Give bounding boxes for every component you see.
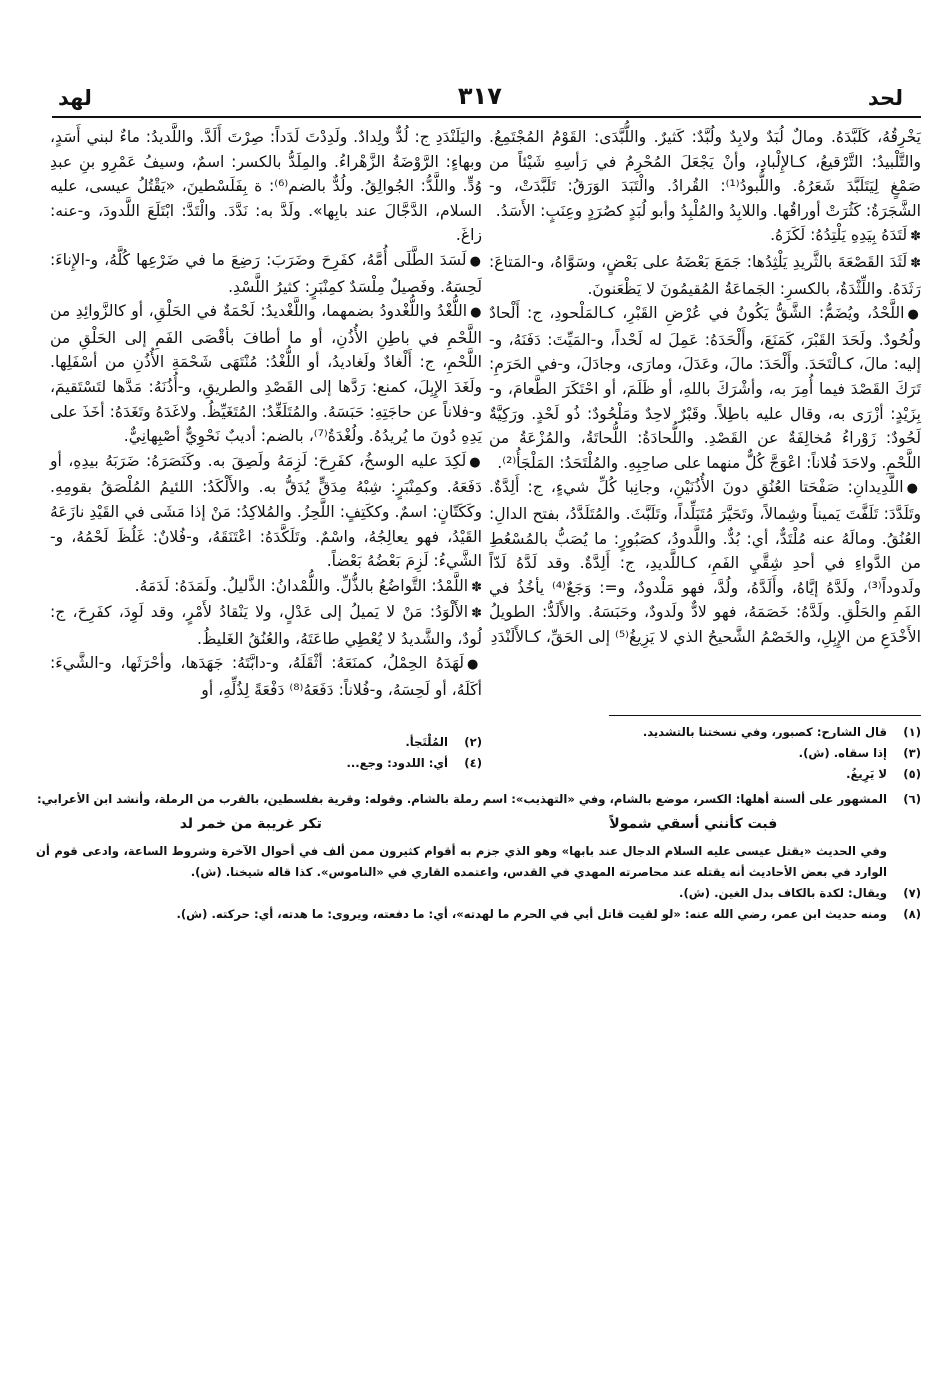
page-header: [36, 70, 921, 110]
footnote-text: المشهور على ألسنة أهلها: الكسر، موضع بالشام، وفي «التهذيب»: اسم رملة بالشام. وقوله: وقرية بفلسطين، بالقرب من الرملة، وأنشد ابن الأعرابي:: [37, 791, 887, 806]
asterisk-icon: ✽: [910, 229, 921, 245]
footnotes-left: [50, 722, 482, 785]
entry-text: لَثَدَ القَصْعَةَ بالثَّريدِ يَلْثِدُها: جَمَعَ بَعْضَهُ على بَعْضٍ، وسَوَّاهُ، و-المَتاعَ: رَثَدَهُ. واللِّثْدَةُ، بالكسرِ: الجَماعَةُ المُقيمُونَ لا يَظْعَنونَ.: [489, 252, 921, 298]
left-column: [50, 125, 482, 703]
footnote-1: [489, 722, 921, 743]
footnote-5: [489, 764, 921, 785]
poem-first-hemistich: فبت كأنني أسقي شمولاً: [609, 815, 778, 832]
bullet-icon: ●: [467, 657, 482, 673]
entry-text: يَخْرِقُهُ، كَلَبَّدَهُ. ومالٌ لُبَدٌ ولابِدٌ ولُبَّدٌ: كَثيرٌ. واللُّبَّدَى: القَوْمُ المُجْتَمِعُ. والتَّلْبيدُ: التَّرْقيعُ، كـالإِلْبادِ، وأنْ يَجْعَلَ المُحْرِمُ في رَأسِهِ شَيْئاً من صَمْغٍ لِيَتَلَبَّدَ شَعَرُهُ. واللُّبودُ⁽¹⁾: القُرادُ. والْتَبَدَ الوَرَقُ: تَلَبَّدَتْ، و-الشَّجَرَةُ: كَثُرَتْ أوراقُها. واللابِدُ والمُلْبِدُ وأبو لُبَدٍ كصُرَدٍ وعِنَبٍ: الأَسَدُ.: [489, 128, 921, 220]
dictionary-entry: [489, 223, 921, 250]
footnote-4: [50, 753, 482, 774]
footnote-2: [50, 732, 482, 753]
page-number: ٣١٧: [457, 82, 502, 110]
footnote-number: (٨): [903, 906, 921, 921]
footnote-text: ويقال: لكدة بالكاف بدل الغين. (ش).: [679, 885, 887, 900]
dictionary-entry: [50, 574, 482, 601]
entry-text: الأَلْوَدُ: مَنْ لا يَميلُ إلى عَدْلٍ، ولا يَنْقادُ لأَمْرٍ، وقد لَوِدَ، كفَرِحَ، ج: لُودٌ، والشَّديدُ لا يُعْطِي طاعَتَهُ، والعُنُقُ الغَليظُ.: [50, 603, 482, 648]
footnote-number: (٢): [464, 734, 482, 749]
asterisk-icon: ✽: [910, 255, 921, 271]
footnote-6-hadith: وفي الحديث «يقتل عيسى عليه السلام الدجال عند بابها» وهو الذي جزم به أقوام كثيرون ممن ألف في أحوال الآخرة وشروط الساعة، وادعى قوم أن الوارد في بعض الأحاديث أنه يقتله عند محاصرته المهدي في القدس، واعتمده القاري في «الناموس». كذا قاله شيخنا. (ش).: [36, 843, 887, 879]
running-headword-left: لهد: [58, 86, 92, 110]
dictionary-entry: [50, 125, 482, 248]
dictionary-entry: [50, 600, 482, 651]
footnotes-wide: [36, 789, 921, 925]
footnote-number: (٦): [903, 791, 921, 806]
dictionary-entry: [50, 248, 482, 299]
footnote-text: قال الشارح: كصبور، وفي نسختنا بالتشديد.: [642, 724, 887, 739]
dictionary-entry: [489, 301, 921, 475]
asterisk-icon: ✽: [471, 579, 482, 595]
footnote-columns: [36, 722, 921, 785]
dictionary-entry: [50, 299, 482, 449]
bullet-icon: ●: [469, 454, 483, 470]
footnote-7: [36, 883, 921, 904]
footnote-3: [489, 743, 921, 764]
footnote-text: ومنه حديث ابن عمر، رضي الله عنه: «لو لقيت قاتل أبي في الحرم ما لهدته»، أي: ما دفعته، ويروى: ما هدته، أي: حركته. (ش).: [176, 906, 887, 921]
entry-text: لَكِدَ عليه الوسخُ، كفَرِحَ: لَزِمَهُ ولَصِقَ به. وكَنَصَرَهُ: ضَرَبَهُ بيدِهِ، أو دَفَعَهُ. وكمِنْبَرٍ: شِبْهُ مِدَقٍّ يُدَقُّ به. والأَلْكَدُ: اللئيمُ المُلْصَقُ بقومِهِ. وكَكَتّانٍ: اسمٌ. وككَتِفٍ: اللَّحِزُ. والمُلاكِدُ: مَنْ إذا مَشَى في القَيْدِ نازَعَهُ القَيْدُ، فهو يعالِجُهُ، واسْمٌ. وتَلَكَّدَهُ: اعْتَنَقَهُ، و-فُلانٌ: غَلُظَ لَحْمُهُ، و-الشَّيءُ: لَزِمَ بَعْضُهُ بَعْضاً.: [50, 451, 482, 571]
bullet-icon: ●: [470, 305, 483, 321]
entry-text: اللَّمْدُ: التَّواضُعُ بالذُّلِّ. واللُّمْدانُ: الذَّليلُ. ولَمَدَهُ: لَدَمَهُ.: [134, 576, 469, 595]
footnote-text: أي: اللدود: وجع...: [346, 755, 448, 770]
footnote-number: (٣): [903, 745, 921, 760]
entry-text: لَتَدَهُ بِيَدِهِ يَلْتِدُهُ: لَكَزَهُ.: [770, 226, 908, 245]
footnote-text: لا يَرِيغُ.: [846, 766, 887, 781]
entry-text: لَسَدَ الطَّلَى أُمَّهُ، كفَرِحَ وضَرَبَ: رَضِعَ ما في ضَرْعِها كُلَّهُ، و-الإِناءَ: لَحِسَهُ. وفَصيلٌ مِلْسَدٌ كمِنْبَرٍ: كثيرُ اللَّسْدِ.: [50, 250, 482, 296]
bullet-icon: ●: [907, 307, 921, 323]
text-columns: [36, 125, 921, 703]
footnote-text: إذا سقاه. (ش).: [798, 745, 887, 760]
footnote-number: (٤): [464, 755, 482, 770]
footnote-text: المُلْتَجأ.: [405, 734, 448, 749]
asterisk-icon: ✽: [471, 606, 482, 622]
entry-text: اللَّدِيدانِ: صَفْحَتا العُنُقِ دونَ الأُذُنَيْنِ، وجانِبا كُلِّ شيءٍ، ج: أَلِدَّةٌ. وتَلَدَّدَ: تَلَفَّتَ يَميناً وشِمالاً، وتَحَيَّرَ مُتَبَلِّداً، وتَلَبَّثَ. والمُتَلَدَّدُ، بفتح الدالِ: العُنُقُ. ومالَهُ عنه مُلْتَدٌّ، أي: بُدٌّ. واللَّدودُ، كصَبُورٍ: ما يُصَبُّ بالمُسْعُطِ من الدَّواءِ في أحدِ شِقَّيِ الفَمِ، كـاللَّديدِ، ج: أَلِدَّةٌ. وقد لَدَّهُ لَدّاً ولَدوداً⁽³⁾، ولَدَّهُ إيَّاهُ، وأَلَدَّهُ، ولُدَّ، فهو مَلْدودٌ، و=: وَجَعٌ⁽⁴⁾ يأخُذُ في الفَمِ والحَلْقِ. ولَدَّهُ: خَصَمَهُ، فهو لادٌّ ولَدودٌ، وحَبَسَهُ. والأَلَدُّ: الطويلُ الأَخْدَعِ من الإِبِلِ، والخَصْمُ الشَّحيحُ الذي لا يَزِيغُ⁽⁵⁾ إلى الحَقِّ، كـالأَلَنْدَدِ: [489, 478, 921, 646]
footnote-number: (٥): [903, 766, 921, 781]
entry-text: واليَلَنْدَدِ ج: لُدٌّ ولِدادٌ. ولَدِدْتَ لَدَداً: صِرْتَ أَلَدَّ. واللَّديدُ: ماءٌ لبني أَسَدٍ، وبهاءٍ: الرَّوْضَةُ الزَّهْراءُ. والمِلَدُّ بالكسر: اسمٌ، وسيفُ عَمْرِو بنِ عبدِ وُدٍّ. واللَّدُّ: الجُوالِقُ. ولُدٌّ بالضم⁽⁶⁾: ة بِفَلَسْطينَ، «يَقْتُلُ عيسى، عليه السلام، الدَّجَّالَ عند بابِها». ولَدَّ به: نَدَّدَ. والْتَدَّ: ابْتَلَعَ اللَّدودَ، و-عنه: زاغَ.: [50, 128, 482, 245]
entry-text: اللُّغْدُ واللُّغْدودُ بضمهما، واللَّغْديدُ: لَحْمَةٌ في الحَلْقِ، أو كالزَّوائِدِ من اللَّحْمِ في باطِنِ الأُذُنِ، أو ما أطافَ بأقْصَى الفَمِ إلى الحَلْقِ من اللَّحْمِ، ج: أَلْغادٌ ولَغاديدُ، أو اللُّغْدُ: مُنْتَهَى شَحْمَةِ الأُذُنِ من أسْفَلِها. ولَغَدَ الإِبِلَ، كمنع: رَدَّها إلى القَصْدِ والطريقِ، و-أُذُنَهُ: مَدَّها لتَسْتَقيمَ، و-فلاناً عن حاجَتِهِ: حَبَسَهُ. والمُتَلَغِّدُ: المُتَغَيِّظُ. ولاغَدَهُ وتَغَدَهُ: أخَذَ على يَدِهِ دُونَ ما يُريدُهُ. ولُغْدَةُ⁽⁷⁾، بالضم: أديبٌ نَحْوِيٌّ أصْبِهانِيٌّ.: [50, 302, 482, 446]
footnotes-right: [489, 722, 921, 785]
bullet-icon: ●: [906, 481, 921, 497]
dictionary-entry: [489, 475, 921, 649]
footnote-number: (١): [903, 724, 921, 739]
footnote-number: (٧): [903, 885, 921, 900]
poem-second-hemistich: تكر غريبة من خمر لد: [179, 815, 322, 832]
running-headword-right: لحد: [867, 86, 903, 110]
header-rule: [52, 116, 921, 118]
dictionary-entry: [50, 651, 482, 702]
right-column: [489, 125, 921, 649]
footnotes: [36, 715, 921, 925]
dictionary-entry: [50, 449, 482, 574]
dictionary-entry: [489, 125, 921, 223]
entry-text: اللَّحْدُ، ويُضَمُّ: الشَّقُّ يَكُونُ في عُرْضِ القَبْرِ، كـالمَلْحودِ، ج: أَلْحادٌ ولُحُودٌ. ولَحَدَ القَبْرَ، كَمَنَعَ، وأَلْحَدَهُ: عَمِلَ له لَحْداً، و-المَيِّتَ: دَفَنَهُ، و-إليه: مالَ، كـالْتَحَدَ. وأَلْحَدَ: مالَ، وعَدَلَ، ومارَى، وجادَلَ، و-في الحَرَمِ: تَرَكَ القَصْدَ فيما أُمِرَ به، وأشْرَكَ باللهِ، أو ظَلَمَ، أو احْتَكَرَ الطَّعامَ، و-بِزَيْدٍ: أزْرَى به، وقال عليه باطِلاً. وقَبْرٌ لاحِدٌ ومَلْحُودٌ: ذُو لَحْدٍ. ورَكِيَّةٌ لَحُودٌ: زَوْراءُ مُخالِفَةٌ عن القَصْدِ. واللُّحادَةُ: اللُّحاتَةُ، والمُزْعَةُ من اللَّحْمِ. ولاحَدَ فُلاناً: اعْوَجَّ كُلٌّ منهما على صاحِبِهِ. والمُلْتَحَدُ: المَلْجَأُ⁽²⁾.: [489, 304, 921, 472]
dictionary-entry: [489, 250, 921, 301]
footnote-6: [36, 789, 921, 810]
footnote-8: [36, 904, 921, 925]
entry-text: لَهَدَهُ الحِمْلُ، كمنَعَهُ: أثْقَلَهُ، و-دابَّتَهُ: جَهَدَها، وأحْرَثَها، و-الشَّيءَ: أكَلَهُ، أو لَحِسَهُ، و-فُلاناً: دَفَعَهُ⁽⁸⁾ دَفْعَةً لِذُلِّهِ، أو: [50, 654, 482, 700]
footnote-separator: [609, 715, 921, 716]
bullet-icon: ●: [469, 253, 483, 269]
poem-verse: [36, 814, 921, 835]
